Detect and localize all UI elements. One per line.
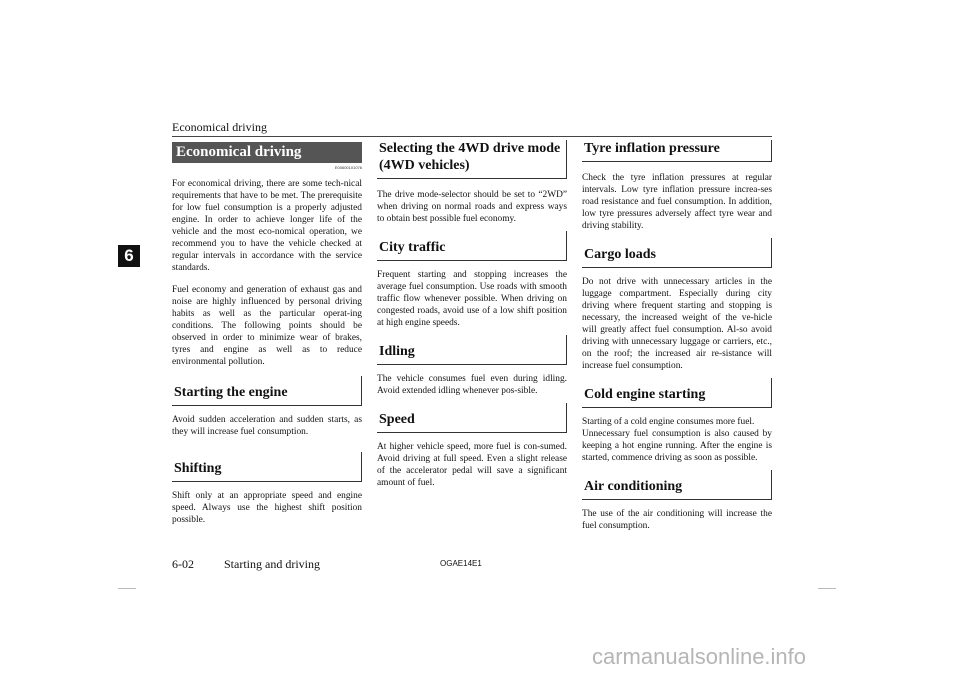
heading-shifting: Shifting xyxy=(172,452,362,482)
running-head: Economical driving xyxy=(172,120,267,134)
column-1 xyxy=(172,140,362,526)
tyre-pressure-text: Check the tyre inflation pressures at regular intervals. Low tyre inflation pressure increa-ses road resistance and fuel consumption. In addition, low tyre pressures adversely affect tyre wear and driving stability. xyxy=(582,173,772,231)
cold-engine-text-1: Starting of a cold engine consumes more fuel. xyxy=(582,417,755,427)
shifting-text: Shift only at an appropriate speed and engine speed. Always use the highest shift position possible. xyxy=(172,491,362,525)
footer-chapter: Starting and driving xyxy=(224,557,320,571)
section-shifting xyxy=(172,452,362,526)
section-cargo-loads xyxy=(582,238,772,372)
heading-speed: Speed xyxy=(377,403,567,433)
page-number: 6-02 xyxy=(172,557,194,571)
crop-mark xyxy=(818,588,836,589)
column-2 xyxy=(377,140,567,489)
section-code: E00600101076 xyxy=(334,165,362,170)
heading-tyre-inflation-pressure: Tyre inflation pressure xyxy=(582,140,772,162)
cargo-loads-text: Do not drive with unnecessary articles in the luggage compartment. Especially during city driving where frequent starting and stopping is necessary, the increased weight of the ve-hicle will greatly affect fuel consumption. Al-so avoid driving with unnecessary luggage or carriers, etc., on the roof; the increased air re-sistance will increase fuel consumption. xyxy=(582,277,772,371)
section-city-traffic xyxy=(377,231,567,329)
section-cold-engine xyxy=(582,378,772,464)
footer-code: OGAE14E1 xyxy=(440,559,482,568)
cold-engine-text-2: Unnecessary fuel consumption is also caused by keeping a hot engine running. After the engine is started, commence driving as soon as possible. xyxy=(582,429,772,463)
idling-text: The vehicle consumes fuel even during idling. Avoid extended idling whenever pos-sible. xyxy=(377,374,567,396)
drive-mode-text: The drive mode-selector should be set to “2WD” when driving on normal roads and express ways to obtain best possible fuel economy. xyxy=(377,190,567,224)
intro-paragraph-2: Fuel economy and generation of exhaust gas and noise are highly influenced by personal driving habits as well as the particular operat-ing conditions. The following points should be observed in order to minimize wear of brakes, tyres and engine as well as to reduce environmental pollution. xyxy=(172,285,362,367)
header-rule xyxy=(172,136,772,137)
section-air-conditioning xyxy=(582,470,772,532)
starting-text: Avoid sudden acceleration and sudden starts, as they will increase fuel consumption. xyxy=(172,415,362,437)
section-tyre-pressure xyxy=(582,140,772,232)
section-title: Economical driving xyxy=(172,142,362,163)
intro-paragraph-1: For economical driving, there are some tech-nical requirements that have to be met. The prerequisite for low fuel consumption is a properly adjusted engine. In order to achieve longer life of the vehicle and the most eco-nomical operation, we recommend you to have the vehicle checked at regular intervals in accordance with the service standards. xyxy=(172,179,362,273)
watermark: carmanualsonline.info xyxy=(592,644,807,669)
section-idling xyxy=(377,335,567,397)
speed-text: At higher vehicle speed, more fuel is con-sumed. Avoid driving at full speed. Even a slight release of the accelerator pedal will save a significant amount of fuel. xyxy=(377,442,567,488)
column-3 xyxy=(582,140,772,532)
section-drive-mode xyxy=(377,140,567,225)
heading-cold-engine-starting: Cold engine starting xyxy=(582,378,772,408)
city-traffic-text: Frequent starting and stopping increases the average fuel consumption. Use roads with smooth traffic flow whenever possible. When driving on congested roads, avoid use of a low shift position at high engine speeds. xyxy=(377,270,567,328)
section-starting xyxy=(172,376,362,438)
chapter-tab: 6 xyxy=(118,245,140,267)
heading-starting-the-engine: Starting the engine xyxy=(172,376,362,406)
heading-air-conditioning: Air conditioning xyxy=(582,470,772,500)
heading-drive-mode: Selecting the 4WD drive mode (4WD vehicles) xyxy=(377,140,567,179)
heading-city-traffic: City traffic xyxy=(377,231,567,261)
air-conditioning-text: The use of the air conditioning will increase the fuel consumption. xyxy=(582,509,772,531)
crop-mark xyxy=(118,588,136,589)
heading-idling: Idling xyxy=(377,335,567,365)
section-speed xyxy=(377,403,567,489)
heading-cargo-loads: Cargo loads xyxy=(582,238,772,268)
